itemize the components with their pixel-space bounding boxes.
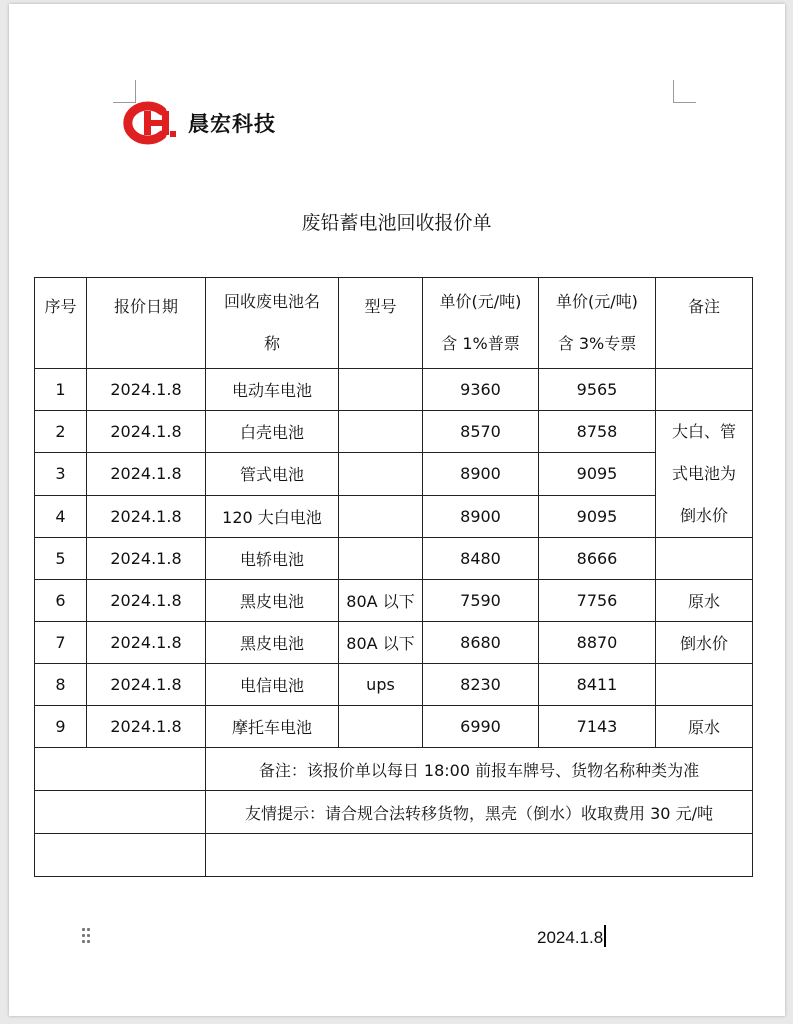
cell-price-3pct: 7143	[539, 706, 656, 748]
cell-seq: 3	[35, 453, 87, 495]
table-row	[35, 411, 753, 453]
cell-remark: 原水	[656, 580, 753, 622]
cell-price-1pct: 8480	[423, 538, 539, 580]
company-name: 晨宏科技	[188, 112, 276, 136]
cell-seq: 6	[35, 580, 87, 622]
cell-battery-name: 管式电池	[206, 453, 339, 495]
cell-seq: 8	[35, 664, 87, 706]
cell-seq: 4	[35, 495, 87, 537]
cell-date: 2024.1.8	[87, 622, 206, 664]
header-battery-name	[206, 278, 339, 369]
note-text: 备注：该报价单以每日 18:00 前报车牌号、货物名称种类为准	[206, 748, 753, 791]
cell-price-3pct: 7756	[539, 580, 656, 622]
cell-date: 2024.1.8	[87, 495, 206, 537]
cell-price-3pct: 9095	[539, 495, 656, 537]
cell-seq: 5	[35, 538, 87, 580]
cell-remark-merged	[656, 411, 753, 538]
footer-date[interactable]	[537, 925, 606, 948]
cell-model	[339, 538, 423, 580]
cell-price-3pct: 9565	[539, 369, 656, 411]
tip-text: 友情提示：请合规合法转移货物，黑壳（倒水）收取费用 30 元/吨	[206, 791, 753, 834]
table-row	[35, 538, 753, 580]
cell-remark	[656, 664, 753, 706]
cell-seq: 1	[35, 369, 87, 411]
cell-date: 2024.1.8	[87, 706, 206, 748]
header-price-1pct	[423, 278, 539, 369]
table-row	[35, 706, 753, 748]
header-seq: 序号	[35, 278, 87, 369]
cell-remark: 原水	[656, 706, 753, 748]
header-price-1pct-line2: 含 1%普票	[441, 334, 520, 353]
cell-remark	[656, 538, 753, 580]
table-row	[35, 622, 753, 664]
document-title: 废铅蓄电池回收报价单	[301, 212, 492, 234]
cell-date: 2024.1.8	[87, 664, 206, 706]
table-row	[35, 453, 753, 495]
cell-model	[339, 706, 423, 748]
remark-line2: 式电池为	[671, 464, 736, 483]
cell-model: 80A 以下	[339, 622, 423, 664]
header-battery-name-line1: 回收废电池名	[223, 292, 320, 311]
cell-date: 2024.1.8	[87, 538, 206, 580]
header-remark: 备注	[656, 278, 753, 369]
cell-price-1pct: 8900	[423, 453, 539, 495]
table-row	[35, 495, 753, 537]
drag-handle-icon[interactable]	[82, 928, 92, 944]
cell-date: 2024.1.8	[87, 453, 206, 495]
cell-model	[339, 369, 423, 411]
cell-price-3pct: 8411	[539, 664, 656, 706]
cell-price-1pct: 8230	[423, 664, 539, 706]
company-logo	[118, 98, 276, 148]
cell-battery-name: 电动车电池	[206, 369, 339, 411]
cell-price-1pct: 7590	[423, 580, 539, 622]
header-battery-name-line2: 称	[263, 334, 280, 353]
table-row	[35, 664, 753, 706]
cell-date: 2024.1.8	[87, 411, 206, 453]
cell-price-1pct: 9360	[423, 369, 539, 411]
cell-price-3pct: 8666	[539, 538, 656, 580]
cell-model	[339, 411, 423, 453]
note-spacer	[35, 834, 206, 877]
margin-corner-top-right	[673, 80, 696, 103]
cell-price-3pct: 8870	[539, 622, 656, 664]
cell-model	[339, 453, 423, 495]
cell-remark	[656, 369, 753, 411]
cell-battery-name: 黑皮电池	[206, 580, 339, 622]
cell-price-3pct: 8758	[539, 411, 656, 453]
quote-table	[34, 277, 753, 877]
header-model: 型号	[339, 278, 423, 369]
text-caret	[604, 925, 606, 947]
cell-date: 2024.1.8	[87, 369, 206, 411]
header-price-1pct-line1: 单价(元/吨)	[439, 292, 522, 311]
empty-note	[206, 834, 753, 877]
note-spacer	[35, 791, 206, 834]
cell-seq: 9	[35, 706, 87, 748]
cell-price-1pct: 8680	[423, 622, 539, 664]
cell-battery-name: 白壳电池	[206, 411, 339, 453]
cell-remark: 倒水价	[656, 622, 753, 664]
cell-battery-name: 电轿电池	[206, 538, 339, 580]
cell-model	[339, 495, 423, 537]
note-row	[35, 791, 753, 834]
cell-seq: 7	[35, 622, 87, 664]
remark-line1: 大白、管	[671, 422, 736, 441]
cell-seq: 2	[35, 411, 87, 453]
note-spacer	[35, 748, 206, 791]
header-price-3pct-line2: 含 3%专票	[557, 334, 637, 353]
cell-date: 2024.1.8	[87, 580, 206, 622]
cell-price-1pct: 8900	[423, 495, 539, 537]
cell-price-1pct: 8570	[423, 411, 539, 453]
cell-battery-name: 120 大白电池	[206, 495, 339, 537]
header-price-3pct-line1: 单价(元/吨)	[556, 292, 638, 311]
note-row	[35, 748, 753, 791]
remark-line3: 倒水价	[679, 506, 728, 525]
cell-battery-name: 摩托车电池	[206, 706, 339, 748]
header-price-3pct	[539, 278, 656, 369]
table-row	[35, 369, 753, 411]
note-row	[35, 834, 753, 877]
ch-logo-icon	[118, 100, 184, 146]
header-date: 报价日期	[87, 278, 206, 369]
cell-price-3pct: 9095	[539, 453, 656, 495]
footer-date-text: 2024.1.8	[537, 928, 604, 947]
table-row	[35, 580, 753, 622]
table-header-row	[35, 278, 753, 369]
cell-price-1pct: 6990	[423, 706, 539, 748]
cell-battery-name: 黑皮电池	[206, 622, 339, 664]
cell-battery-name: 电信电池	[206, 664, 339, 706]
cell-model: 80A 以下	[339, 580, 423, 622]
cell-model: ups	[339, 664, 423, 706]
